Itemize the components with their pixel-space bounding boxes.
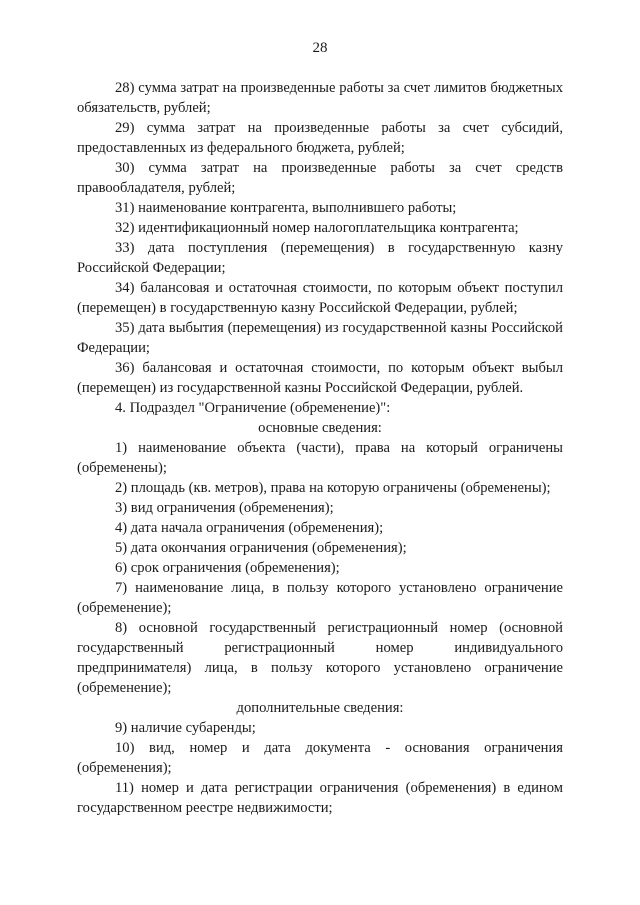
list-item-2: 2) площадь (кв. метров), права на которую ограничены (обременены); <box>115 480 551 496</box>
list-item-10: 10) вид, номер и дата документа - основания ограничения (обременения); <box>77 740 563 776</box>
list-item-8: 8) основной государственный регистрационный номер (основной государственный регистрационный номер индивидуального предпринимателя) лица, в пользу которого установлено ограничение (обременение); <box>77 620 563 696</box>
list-item-11: 11) номер и дата регистрации ограничения (обременения) в едином государственном реестре недвижимости; <box>77 780 563 816</box>
list-item-28: 28) сумма затрат на произведенные работы за счет лимитов бюджетных обязательств, рублей; <box>77 80 563 116</box>
list-item-9: 9) наличие субаренды; <box>115 720 256 736</box>
list-item-35: 35) дата выбытия (перемещения) из государственной казны Российской Федерации; <box>77 320 563 356</box>
list-item-36: 36) балансовая и остаточная стоимости, по которым объект выбыл (перемещен) из государственной казны Российской Федерации, рублей. <box>77 360 563 396</box>
subheading-basic-info: основные сведения: <box>258 420 382 436</box>
list-item-7: 7) наименование лица, в пользу которого установлено ограничение (обременение); <box>77 580 563 616</box>
section-heading-restriction: 4. Подраздел "Ограничение (обременение)": <box>115 400 391 416</box>
subheading-additional-info: дополнительные сведения: <box>236 700 404 716</box>
list-item-31: 31) наименование контрагента, выполнившего работы; <box>115 200 457 216</box>
list-item-5: 5) дата окончания ограничения (обременения); <box>115 540 407 556</box>
list-item-3: 3) вид ограничения (обременения); <box>115 500 334 516</box>
document-body <box>77 78 563 818</box>
list-item-1: 1) наименование объекта (части), права на который ограничены (обременены); <box>77 440 563 476</box>
list-item-34: 34) балансовая и остаточная стоимости, по которым объект поступил (перемещен) в государственную казну Российской Федерации, рублей; <box>77 280 563 316</box>
list-item-32: 32) идентификационный номер налогоплательщика контрагента; <box>115 220 519 236</box>
list-item-33: 33) дата поступления (перемещения) в государственную казну Российской Федерации; <box>77 240 563 276</box>
list-item-30: 30) сумма затрат на произведенные работы за счет средств правообладателя, рублей; <box>77 160 563 196</box>
page-number: 28 <box>312 40 328 56</box>
list-item-29: 29) сумма затрат на произведенные работы за счет субсидий, предоставленных из федерального бюджета, рублей; <box>77 120 563 156</box>
list-item-4: 4) дата начала ограничения (обременения); <box>115 520 384 536</box>
list-item-6: 6) срок ограничения (обременения); <box>115 560 340 576</box>
